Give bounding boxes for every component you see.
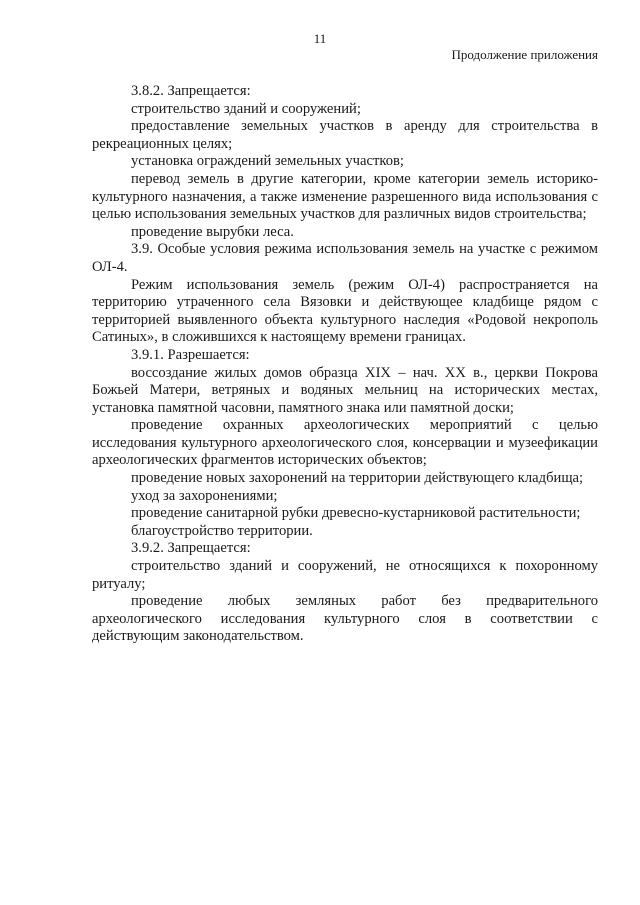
paragraph: Режим использования земель (режим ОЛ-4) распространяется на территорию утраченного села Вязовки и действующее кладбище рядом с территорией выявленного объекта культурного наследия «Родовой некрополь Сатиных», в сложившихся к настоящему времени границах. (92, 276, 598, 346)
section-heading: 3.8.2. Запрещается: (131, 83, 251, 99)
list-item: проведение любых земляных работ без предварительного археологического исследования культурного слоя в соответствии с действующим законодательством. (92, 593, 598, 645)
list-item: воссоздание жилых домов образца XIX – нач. XX в., церкви Покрова Божьей Матери, ветряных и водяных мельниц на исторических местах, установка памятной часовни, памятного знака или памятной доски; (92, 364, 598, 416)
section-heading: 3.9.2. Запрещается: (131, 540, 251, 557)
page-number: 11 (313, 31, 327, 46)
document-body (92, 83, 598, 646)
section-heading: 3.9.1. Разрешается: (131, 346, 250, 363)
list-item: проведение охранных археологических мероприятий с целью исследования культурного археологического слоя, консервации и музеефикации археологических фрагментов исторических объектов; (92, 417, 598, 469)
list-item: установка ограждений земельных участков; (131, 153, 404, 170)
list-item: предоставление земельных участков в аренду для строительства в рекреационных целях; (92, 118, 598, 152)
list-item: строительство зданий и сооружений; (131, 100, 361, 117)
list-item: строительство зданий и сооружений, не относящихся к похоронному ритуалу; (92, 558, 598, 592)
list-item: проведение вырубки леса. (131, 223, 294, 240)
list-item: перевод земель в другие категории, кроме категории земель историко-культурного назначения, а также изменение разрешенного вида использования с целью использования земельных участков для различных видов строительства; (92, 170, 598, 223)
list-item: проведение новых захоронений на территории действующего кладбища; (131, 470, 584, 487)
list-item: проведение санитарной рубки древесно-кустарниковой растительности; (131, 505, 581, 522)
continuation-note: Продолжение приложения (451, 47, 598, 62)
list-item: уход за захоронениями; (131, 487, 278, 504)
list-item: благоустройство территории. (131, 522, 313, 539)
section-heading: 3.9. Особые условия режима использования земель на участке с режимом ОЛ-4. (92, 241, 598, 275)
